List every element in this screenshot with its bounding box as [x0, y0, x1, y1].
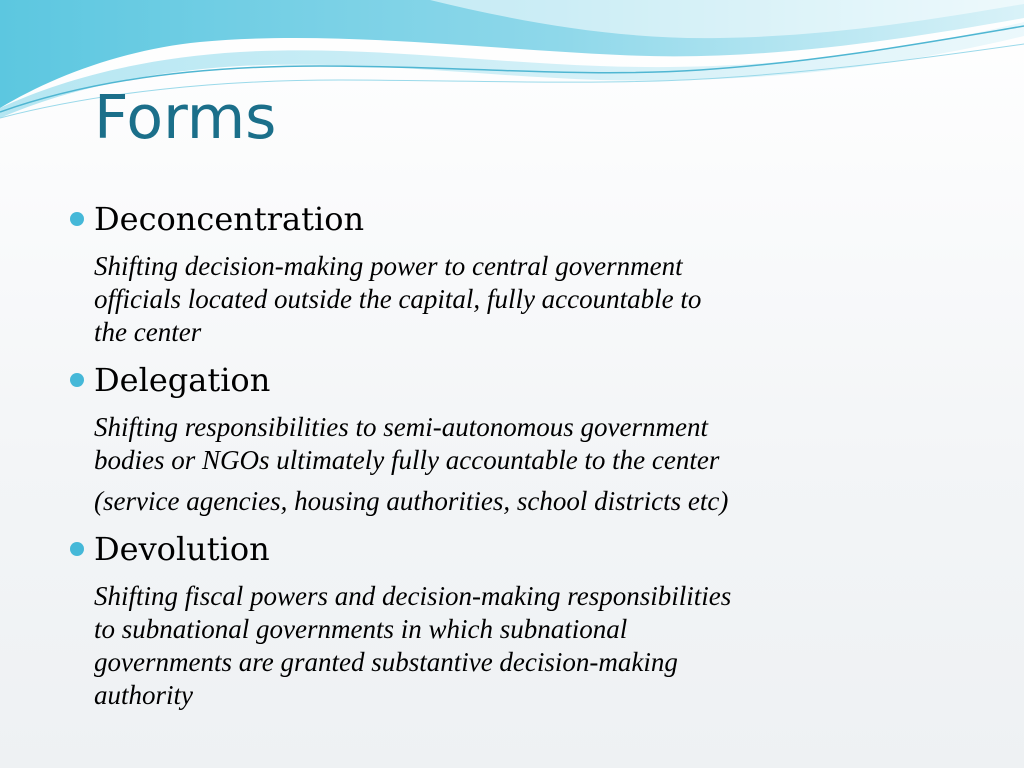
- bullet-dot-icon: [70, 542, 84, 556]
- bullet-description: [94, 580, 966, 712]
- bullet-item-delegation: [66, 357, 966, 518]
- bullet-dot-icon: [70, 212, 84, 226]
- description-line: Shifting responsibilities to semi-autonomous government: [94, 412, 708, 442]
- description-line: authority: [94, 680, 193, 710]
- bullet-heading: Deconcentration: [94, 200, 365, 238]
- bullet-row: [66, 196, 966, 244]
- bullet-item-deconcentration: [66, 196, 966, 349]
- description-line: the center: [94, 317, 202, 347]
- bullet-heading: Delegation: [94, 361, 271, 399]
- description-line: bodies or NGOs ultimately fully accountable to the center: [94, 445, 720, 475]
- description-line: Shifting fiscal powers and decision-making responsibilities: [94, 581, 732, 611]
- slide-title: Forms: [94, 83, 277, 153]
- bullet-row: [66, 526, 966, 574]
- bullet-description: [94, 250, 966, 349]
- bullet-item-devolution: [66, 526, 966, 712]
- description-line: Shifting decision-making power to central government: [94, 251, 683, 281]
- bullet-description: [94, 411, 966, 518]
- bullet-dot-icon: [70, 373, 84, 387]
- description-line: governments are granted substantive decision-making: [94, 647, 678, 677]
- description-line: officials located outside the capital, fully accountable to: [94, 284, 702, 314]
- bullet-heading: Devolution: [94, 530, 270, 568]
- bullet-list: [66, 196, 966, 712]
- description-line: to subnational governments in which subnational: [94, 614, 628, 644]
- description-examples: (service agencies, housing authorities, school districts etc): [94, 486, 729, 516]
- bullet-row: [66, 357, 966, 405]
